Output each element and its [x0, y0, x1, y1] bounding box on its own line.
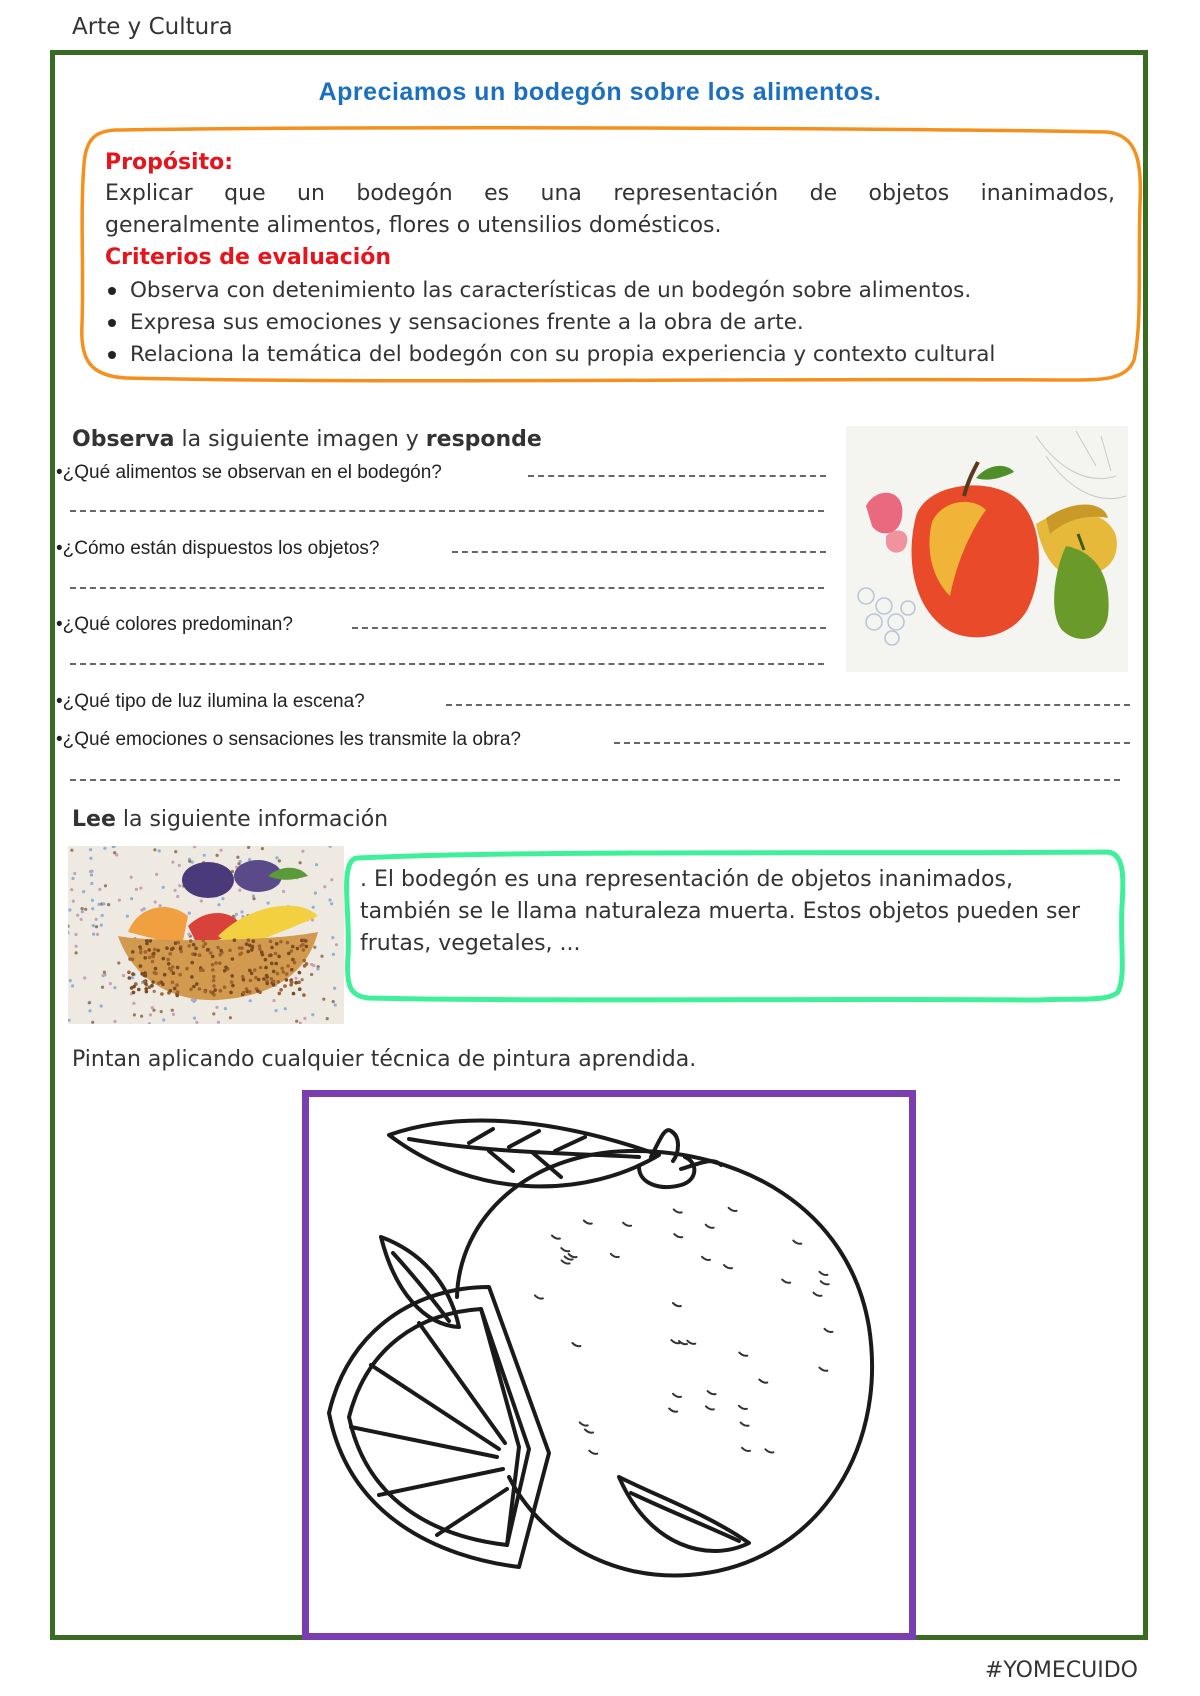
criteria-item: Relaciona la temática del bodegón con su propia experiencia y contexto cultural [108, 342, 995, 367]
purpose-text-line2: generalmente alimentos, flores o utensilios domésticos. [105, 213, 722, 238]
question-3: •¿Qué colores predominan? [56, 614, 293, 635]
answer-line[interactable] [70, 587, 824, 589]
question-1: •¿Qué alimentos se observan en el bodegón? [56, 462, 442, 483]
answer-line[interactable] [446, 704, 1130, 706]
info-text: . El bodegón es una representación de objetos inanimados, también se le llama naturaleza muerta. Estos objetos pueden ser frutas, vegetales, ... [360, 867, 1081, 956]
question-5: •¿Qué emociones o sensaciones les transmite la obra? [56, 729, 521, 750]
still-life-apple-image [846, 426, 1128, 672]
answer-line[interactable] [352, 627, 826, 629]
question-4: •¿Qué tipo de luz ilumina la escena? [56, 691, 365, 712]
question-2: •¿Cómo están dispuestos los objetos? [56, 538, 380, 559]
bullet-icon [108, 319, 116, 327]
answer-line[interactable] [70, 779, 1120, 781]
bullet-icon [108, 287, 116, 295]
coloring-frame [302, 1090, 916, 1640]
criteria-label: Criterios de evaluación [105, 245, 392, 270]
criteria-item: Observa con detenimiento las características de un bodegón sobre alimentos. [108, 278, 971, 303]
answer-line[interactable] [528, 475, 826, 477]
footer-hashtag: #YOMECUIDO [984, 1658, 1138, 1683]
answer-line[interactable] [70, 663, 824, 665]
observe-heading: Observa la siguiente imagen y responde [72, 427, 542, 452]
answer-line[interactable] [452, 551, 826, 553]
read-heading: Lee la siguiente información [72, 807, 389, 832]
purpose-label: Propósito: [105, 150, 234, 175]
pointillist-basket-image [68, 846, 344, 1024]
page-title: Apreciamos un bodegón sobre los alimentos. [318, 78, 882, 106]
purpose-text-line1: Explicar que un bodegón es una representación de objetos inanimados, [105, 181, 1115, 206]
orange-line-art [309, 1097, 909, 1633]
answer-line[interactable] [70, 510, 824, 512]
subject-header: Arte y Cultura [72, 14, 233, 40]
paint-instruction: Pintan aplicando cualquier técnica de pintura aprendida. [72, 1047, 697, 1072]
orange-peel-dots [535, 1208, 833, 1454]
answer-line[interactable] [614, 742, 1130, 744]
criteria-item: Expresa sus emociones y sensaciones frente a la obra de arte. [108, 310, 804, 335]
bullet-icon [108, 351, 116, 359]
